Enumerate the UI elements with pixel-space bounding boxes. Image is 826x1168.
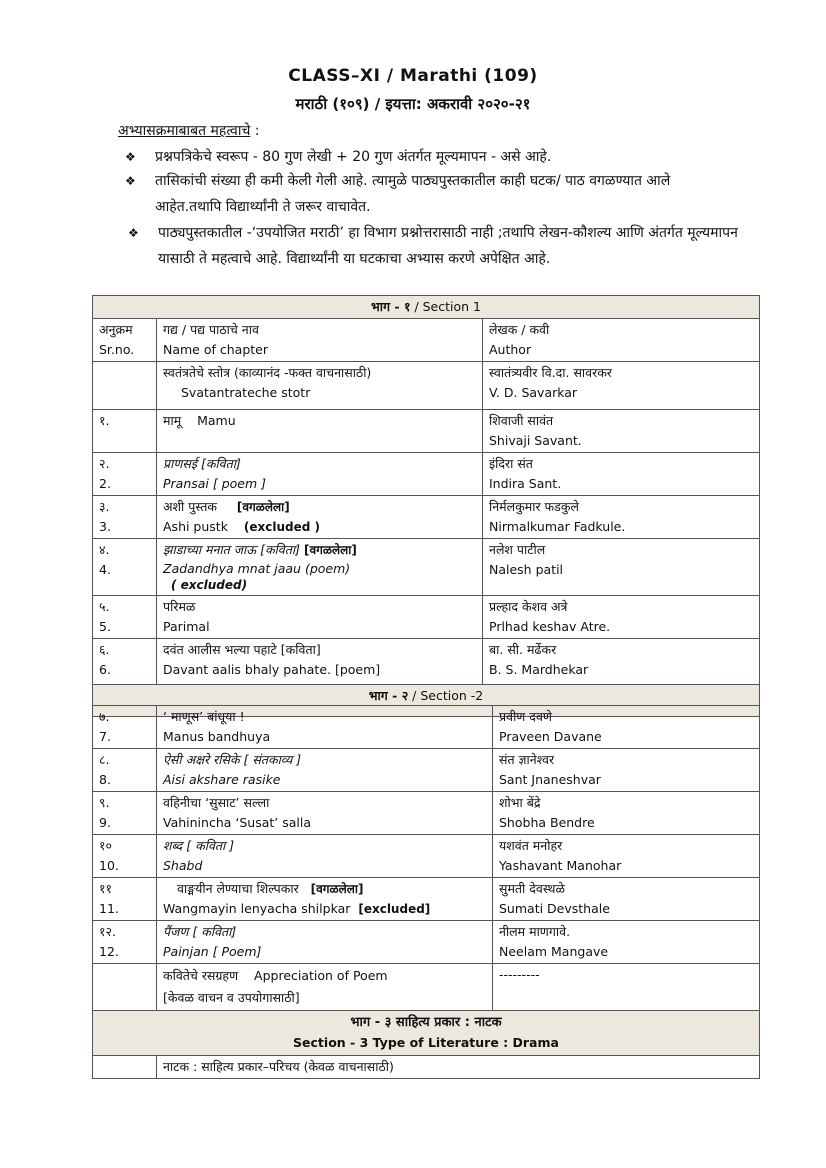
diamond-bullet-icon: ❖ <box>128 226 139 240</box>
sr-mr: ६. <box>99 642 110 657</box>
chapter-en: Pransai [ poem ] <box>163 476 267 491</box>
author-placeholder: --------- <box>499 967 540 982</box>
author-en: Yashavant Manohar <box>499 858 622 873</box>
section-1-title <box>93 296 760 319</box>
cell-chapter <box>157 596 483 639</box>
table-row <box>93 1056 760 1079</box>
cell-chapter <box>157 453 483 496</box>
sr-mr: ४. <box>99 542 110 557</box>
cell-chapter <box>157 410 483 453</box>
chapter-en: Ashi pustk <box>163 519 228 534</box>
chapter-mr: मामू <box>163 413 182 428</box>
notes-heading-text: अभ्यासक्रमाबाबत महत्वाचे <box>118 123 251 139</box>
sr-en: 11. <box>99 901 119 916</box>
chapter-en: Appreciation of Poem <box>254 968 388 983</box>
note-item <box>128 220 738 272</box>
table-row <box>93 496 760 539</box>
sr-en: 6. <box>99 662 111 677</box>
cell-author <box>483 496 760 539</box>
chapter-mr: पैंजण [ कविता] <box>163 924 237 939</box>
cell-sr <box>93 964 157 1011</box>
cell-sr <box>93 706 157 749</box>
cell-sr <box>93 1056 157 1079</box>
table-header-row <box>93 319 760 362</box>
cell-sr <box>93 453 157 496</box>
chapter-en: Shabd <box>163 858 203 873</box>
author-en: Shobha Bendre <box>499 815 595 830</box>
chapter-mr: दवंत आलीस भल्या पहाटे [कविता] <box>163 642 321 657</box>
sr-en: 8. <box>99 772 111 787</box>
section-3-title-en: Section - 3 Type of Literature : Drama <box>293 1035 559 1050</box>
diamond-bullet-icon: ❖ <box>125 150 136 164</box>
cell-author <box>483 362 760 410</box>
author-en: Nalesh patil <box>489 562 564 577</box>
author-mr: शिवाजी सावंत <box>489 413 554 428</box>
section-1-title-mr: भाग - १ <box>371 299 411 314</box>
cell-author <box>493 921 760 964</box>
chapter-mr: परिमळ <box>163 599 196 614</box>
note-item <box>125 168 715 220</box>
note-item <box>125 144 715 170</box>
section-2-title-en: / Section -2 <box>408 688 484 703</box>
sr-en: 4. <box>99 562 111 577</box>
sr-en: 3. <box>99 519 111 534</box>
cell-chapter <box>157 539 483 596</box>
author-mr: प्रवीण दवणे <box>499 709 552 724</box>
chapter-mr: वाङ्मयीन लेण्याचा शिल्पकार <box>177 881 299 896</box>
sr-mr: ३. <box>99 499 110 514</box>
table-row <box>93 921 760 964</box>
chapter-en: Davant aalis bhaly pahate. [poem] <box>163 662 381 677</box>
cell-sr <box>93 410 157 453</box>
cell-author <box>493 835 760 878</box>
cell-chapter <box>157 1056 760 1079</box>
sr-mr: ११ <box>99 881 113 896</box>
chapter-mr: कवितेचे रसग्रहण <box>163 968 239 983</box>
author-en: Nirmalkumar Fadkule. <box>489 519 626 534</box>
cell-chapter <box>157 792 493 835</box>
header-sr-mr: अनुक्रम <box>99 322 133 337</box>
cell-chapter <box>157 639 483 685</box>
sr-en: 9. <box>99 815 111 830</box>
syllabus-table-section-2 <box>92 705 760 1079</box>
cell-sr <box>93 921 157 964</box>
note-text: पाठ्यपुस्तकातील -‘उपयोजित मराठी’ हा विभाग प्रश्नोत्तरासाठी नाही ;तथापि लेखन-कौशल्य आणि अंतर्गत मूल्यमापन यासाठी ते महत्वाचे आहे. विद्यार्थ्यांनी या घटकाचा अभ्यास करणे अपेक्षित आहे. <box>158 225 738 267</box>
cell-chapter <box>157 921 493 964</box>
chapter-mr: वहिनीचा ‘सुसाट’ सल्ला <box>163 795 270 810</box>
notes-heading <box>118 121 260 140</box>
page-subtitle <box>0 94 826 114</box>
table-row <box>93 539 760 596</box>
note-text: प्रश्नपत्रिकेचे स्वरूप - 80 गुण लेखी + 20 गुण अंतर्गत मूल्यमापन - असे आहे. <box>155 149 552 165</box>
table-row <box>93 878 760 921</box>
author-en: Neelam Mangave <box>499 944 609 959</box>
author-mr: इंदिरा संत <box>489 456 533 471</box>
author-mr: बा. सी. मर्ढेकर <box>489 642 557 657</box>
subtitle-separator: / <box>369 95 386 113</box>
sr-en: 10. <box>99 858 119 873</box>
table-row <box>93 964 760 1011</box>
section-3-title-mr: भाग - ३ साहित्य प्रकार : नाटक <box>350 1015 502 1030</box>
chapter-mr: नाटक : साहित्य प्रकार–परिचय (केवळ वाचनासाठी) <box>163 1059 394 1074</box>
header-author-en: Author <box>489 342 532 357</box>
notes-heading-colon: : <box>250 123 260 139</box>
cell-sr <box>93 835 157 878</box>
chapter-en: Painjan [ Poem] <box>163 944 262 959</box>
cell-chapter <box>157 749 493 792</box>
sr-en: 5. <box>99 619 111 634</box>
sr-mr: ५. <box>99 599 110 614</box>
cell-author <box>483 539 760 596</box>
author-mr: निर्मलकुमार फडकुले <box>489 499 579 514</box>
cell-author <box>493 749 760 792</box>
cell-author <box>483 453 760 496</box>
diamond-bullet-icon: ❖ <box>125 174 136 188</box>
excluded-tag-mr: [वगळलेला] <box>236 500 290 514</box>
chapter-en: Aisi akshare rasike <box>163 772 281 787</box>
cell-chapter <box>157 706 493 749</box>
chapter-en: Zadandhya mnat jaau (poem) <box>163 561 351 576</box>
author-mr: स्वातंत्र्यवीर वि.दा. सावरकर <box>489 365 612 380</box>
syllabus-table <box>92 295 760 717</box>
section-1-title-en: / Section 1 <box>410 299 481 314</box>
author-en: Prlhad keshav Atre. <box>489 619 611 634</box>
cell-sr <box>93 749 157 792</box>
cell-author <box>493 964 760 1011</box>
cell-sr <box>93 496 157 539</box>
header-author-mr: लेखक / कवी <box>489 322 550 337</box>
author-en: V. D. Savarkar <box>489 385 578 400</box>
note-text: तासिकांची संख्या ही कमी केली गेली आहे. त्यामुळे पाठ्यपुस्तकातील काही घटक/ पाठ वगळण्यात आले आहेत.तथापि विद्यार्थ्यांनी ते जरूर वाचावेत. <box>155 173 671 215</box>
author-mr: सुमती देवस्थळे <box>499 881 565 896</box>
subtitle-part-1: मराठी (१०९) <box>295 95 370 113</box>
sr-mr: १. <box>99 413 110 428</box>
cell-chapter <box>157 496 483 539</box>
cell-sr <box>93 539 157 596</box>
chapter-note: [केवळ वाचन व उपयोगासाठी] <box>163 990 300 1005</box>
chapter-mr: ऐसी अक्षरे रसिके [ संतकाव्य ] <box>163 752 302 767</box>
author-en: Sant Jnaneshvar <box>499 772 601 787</box>
table-row <box>93 792 760 835</box>
sr-mr: ७. <box>99 709 110 724</box>
table-row <box>93 749 760 792</box>
author-mr: नलेश पाटील <box>489 542 546 557</box>
section-3-header <box>93 1011 760 1056</box>
author-mr: शोभा बेंद्रे <box>499 795 541 810</box>
header-sr <box>93 319 157 362</box>
sr-en: 2. <box>99 476 111 491</box>
chapter-mr: अशी पुस्तक <box>163 499 217 514</box>
cell-author <box>493 878 760 921</box>
header-sr-en: Sr.no. <box>99 342 135 357</box>
chapter-en: Parimal <box>163 619 210 634</box>
excluded-tag-en: [excluded] <box>358 902 431 916</box>
chapter-mr: प्राणसई [कविता] <box>163 456 241 471</box>
cell-sr <box>93 792 157 835</box>
chapter-mr: स्वतंत्रतेचे स्तोत्र (काव्यानंद -फक्त वाचनासाठी) <box>163 365 372 380</box>
cell-sr <box>93 878 157 921</box>
excluded-tag-en: (excluded ) <box>243 520 320 534</box>
chapter-mr: ‘ माणूस’ बांधूया ! <box>163 709 245 724</box>
section-2-title-mr: भाग - २ <box>368 688 409 703</box>
table-row <box>93 362 760 410</box>
chapter-en: Manus bandhuya <box>163 729 271 744</box>
sr-en: 12. <box>99 944 119 959</box>
cell-author <box>483 596 760 639</box>
section-3-title <box>93 1011 760 1056</box>
cell-chapter <box>157 362 483 410</box>
chapter-en: Wangmayin lenyacha shilpkar <box>163 901 351 916</box>
excluded-tag-en: ( excluded) <box>171 578 248 592</box>
header-chapter-en: Name of chapter <box>163 342 268 357</box>
author-mr: नीलम माणगावे. <box>499 924 571 939</box>
cell-sr <box>93 362 157 410</box>
table-row <box>93 410 760 453</box>
header-chapter <box>157 319 483 362</box>
cell-author <box>493 792 760 835</box>
chapter-mr: झाडाच्या मनात जाऊ [कविता] <box>163 542 300 557</box>
table-row <box>93 706 760 749</box>
sr-mr: १२. <box>99 924 116 939</box>
sr-mr: ८. <box>99 752 110 767</box>
cell-chapter <box>157 835 493 878</box>
excluded-tag-mr: [वगळलेला] <box>310 882 364 896</box>
author-en: Shivaji Savant. <box>489 433 582 448</box>
author-en: B. S. Mardhekar <box>489 662 589 677</box>
cell-chapter <box>157 964 493 1011</box>
header-author <box>483 319 760 362</box>
author-mr: संत ज्ञानेश्वर <box>499 752 555 767</box>
table-row <box>93 639 760 685</box>
chapter-en: Mamu <box>197 413 236 428</box>
author-mr: यशवंत मनोहर <box>499 838 563 853</box>
header-chapter-mr: गद्य / पद्य पाठाचे नाव <box>163 322 259 337</box>
excluded-tag-mr: [वगळलेला] <box>303 543 357 557</box>
cell-chapter <box>157 878 493 921</box>
cell-author <box>493 706 760 749</box>
table-row <box>93 453 760 496</box>
author-en: Praveen Davane <box>499 729 602 744</box>
sr-mr: २. <box>99 456 110 471</box>
author-en: Indira Sant. <box>489 476 562 491</box>
cell-sr <box>93 639 157 685</box>
cell-sr <box>93 596 157 639</box>
sr-mr: १० <box>99 838 113 853</box>
subtitle-part-2: इयत्ता: अकरावी २०२०-२१ <box>385 95 531 113</box>
sr-mr: ९. <box>99 795 110 810</box>
table-row <box>93 835 760 878</box>
table-row <box>93 596 760 639</box>
chapter-en: Svatantrateche stotr <box>181 385 311 400</box>
cell-author <box>483 410 760 453</box>
cell-author <box>483 639 760 685</box>
chapter-en: Vahininchа ‘Susat’ salla <box>163 815 312 830</box>
sr-en: 7. <box>99 729 111 744</box>
page-title: CLASS–XI / Marathi (109) <box>288 66 538 86</box>
author-mr: प्रल्हाद केशव अत्रे <box>489 599 568 614</box>
author-en: Sumati Devsthale <box>499 901 610 916</box>
section-1-header <box>93 296 760 319</box>
chapter-mr: शब्द [ कविता ] <box>163 838 235 853</box>
